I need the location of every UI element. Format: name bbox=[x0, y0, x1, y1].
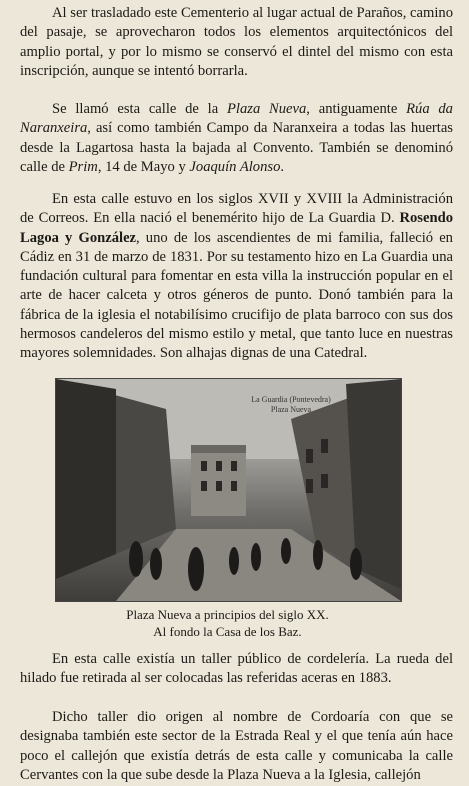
paragraph-text: Al ser trasladado este Cementerio al lugar actual de Paraños, camino del pasaje, se aprovecharon todos los elementos arquitectónicos del amplio portal, y por lo mismo se conservó el dintel del mismo con esta inscripción, aunque se intentó borrarla. bbox=[20, 5, 453, 79]
text-run: Se llamó esta calle de la bbox=[52, 101, 227, 117]
text-run: , uno de los ascendientes de mi familia, falleció en Cádiz en 31 de marzo de 1831. Por su testamento hizo en La Guardia una fundación cultural para fomentar en esta villa la instrucción popular en el arte de hacer calceta y otros géneros de punto. Donó también para la fábrica de la iglesia el notabilísimo crucifijo de plata barroco con sus dos hermosos candeleros del mismo estilo y metal, que tanto luce en nuestras mayores solemnidades. Son alhajas dignas de una Catedral. bbox=[20, 229, 453, 362]
paragraph-rope-workshop bbox=[20, 650, 453, 689]
historic-photo-plaza-nueva bbox=[55, 378, 402, 602]
italic-street-name: Plaza Nueva bbox=[227, 101, 307, 117]
caption-line: Al fondo la Casa de los Baz. bbox=[153, 624, 302, 639]
italic-person-name: Joaquín Alonso bbox=[189, 158, 281, 175]
paragraph-post-office bbox=[20, 190, 453, 364]
street-scene-illustration bbox=[56, 379, 401, 601]
italic-street-name: Rúa da Naranxeira bbox=[20, 101, 453, 137]
caption-line: Plaza Nueva a principios del siglo XX. bbox=[126, 607, 329, 622]
paragraph-text: En esta calle existía un taller público de cordelería. La rueda del hilado fue retirada al ser colocadas las referidas aceras en 1883. bbox=[20, 651, 453, 687]
photo-inscription-line: La Guardia (Pontevedra) bbox=[251, 395, 331, 404]
paragraph-text: Dicho taller dio origen al nombre de Cordoaría con que se designaba también este sector de la Estrada Real y el que tenía aún hace poco el callejón que existía detrás de esta calle y comunicaba la calle Cervantes con la que sube desde la Plaza Nueva a la Iglesia, callejón bbox=[20, 709, 453, 783]
paragraph-street-names bbox=[20, 100, 453, 177]
bold-person-name: Rosendo Lagoa y González bbox=[20, 210, 453, 246]
paragraph-cordoaria bbox=[20, 708, 453, 785]
text-run: , antiguamente bbox=[306, 101, 407, 117]
paragraph-cemetery bbox=[20, 4, 453, 81]
italic-street-name: Prim bbox=[68, 158, 98, 175]
text-run: , 14 de Mayo y bbox=[97, 158, 190, 175]
text-run: , así como también Campo da Naranxeira a todas las huertas desde la Lagartosa hasta la bajada al Convento. También se denominó calle de bbox=[20, 120, 453, 175]
photo-inscription-line: Plaza Nueva bbox=[270, 405, 312, 414]
photo-caption bbox=[55, 606, 400, 640]
text-run: . bbox=[280, 158, 285, 175]
text-run: En esta calle estuvo en los siglos XVII y XVIII la Administración de Correos. En ella nació el benemérito hijo de La Guardia D. bbox=[20, 191, 453, 227]
photo-inscription bbox=[236, 395, 346, 415]
